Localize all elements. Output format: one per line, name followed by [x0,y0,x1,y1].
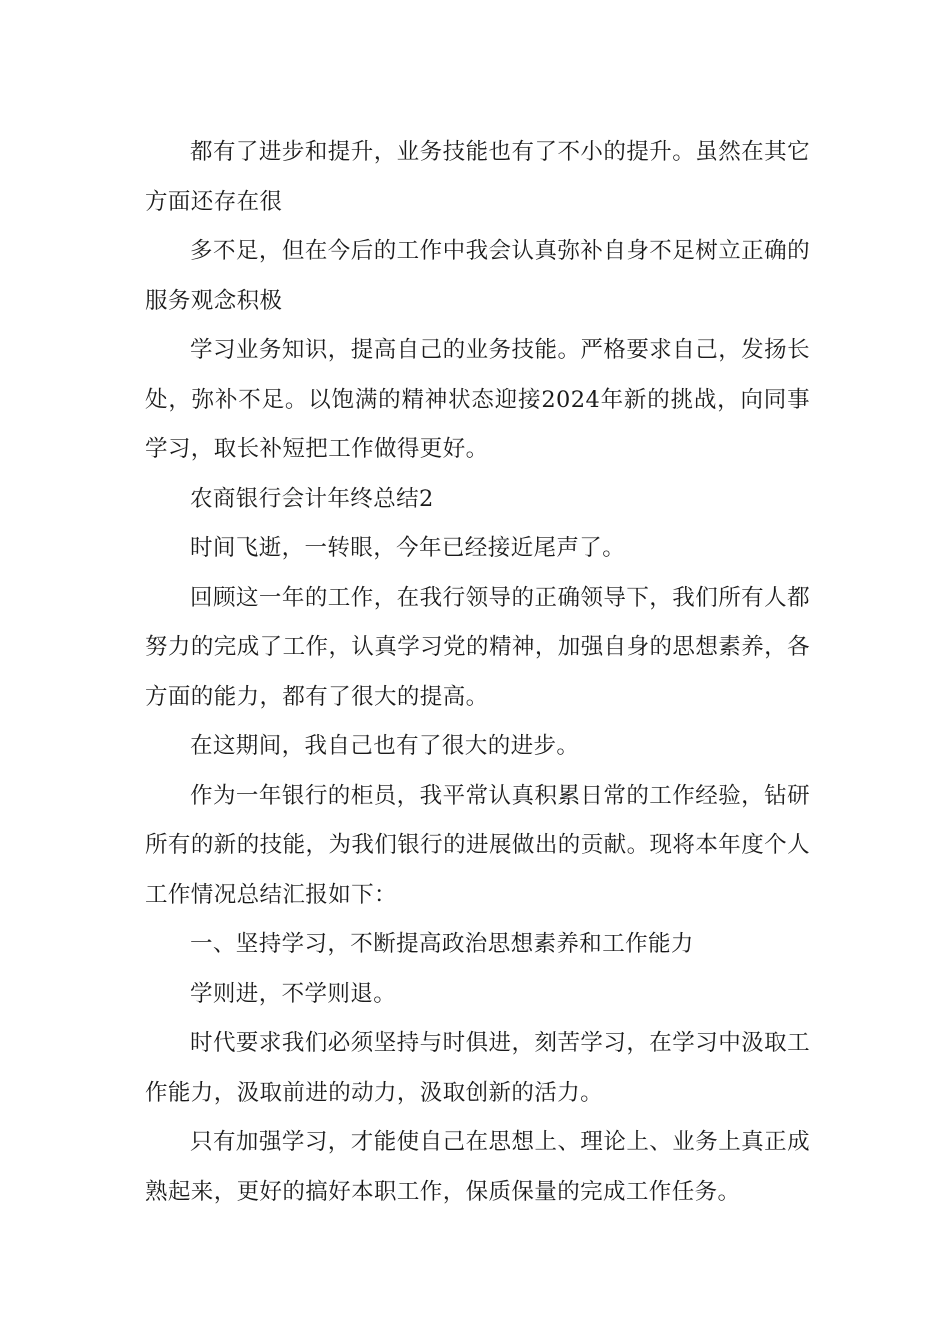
document-body [145,128,810,1217]
paragraph-1: 都有了进步和提升，业务技能也有了不小的提升。虽然在其它方面还存在很 [145,139,810,215]
paragraph-7: 在这期间，我自己也有了很大的进步。 [190,733,580,759]
paragraph-6: 回顾这一年的工作，在我行领导的正确领导下，我们所有人都努力的完成了工作，认真学习党的精神，加强自身的思想素养，各方面的能力，都有了很大的提高。 [145,584,810,710]
paragraph-8: 作为一年银行的柜员，我平常认真积累日常的工作经验，钻研所有的新的技能，为我们银行的进展做出的贡献。现将本年度个人工作情况总结汇报如下： [145,782,810,908]
paragraph-10: 学则进，不学则退。 [190,980,397,1007]
paragraph-2: 多不足，但在今后的工作中我会认真弥补自身不足树立正确的服务观念积极 [145,238,810,314]
paragraph-12: 只有加强学习，才能使自己在思想上、理论上、业务上真正成熟起来，更好的搞好本职工作，保质保量的完成工作任务。 [145,1129,810,1205]
paragraph-11: 时代要求我们必须坚持与时俱进，刻苦学习，在学习中汲取工作能力，汲取前进的动力，汲取创新的活力。 [145,1030,810,1106]
section-heading-summary-2: 农商银行会计年终总结2 [190,485,434,512]
paragraph-5: 时间飞逝，一转眼，今年已经接近尾声了。 [190,535,626,561]
section-heading-study: 一、坚持学习，不断提高政治思想素养和工作能力 [190,931,694,957]
paragraph-3: 学习业务知识，提高自己的业务技能。严格要求自己，发扬长处，弥补不足。以饱满的精神状态迎接2024年新的挑战，向同事学习，取长补短把工作做得更好。 [145,337,810,462]
